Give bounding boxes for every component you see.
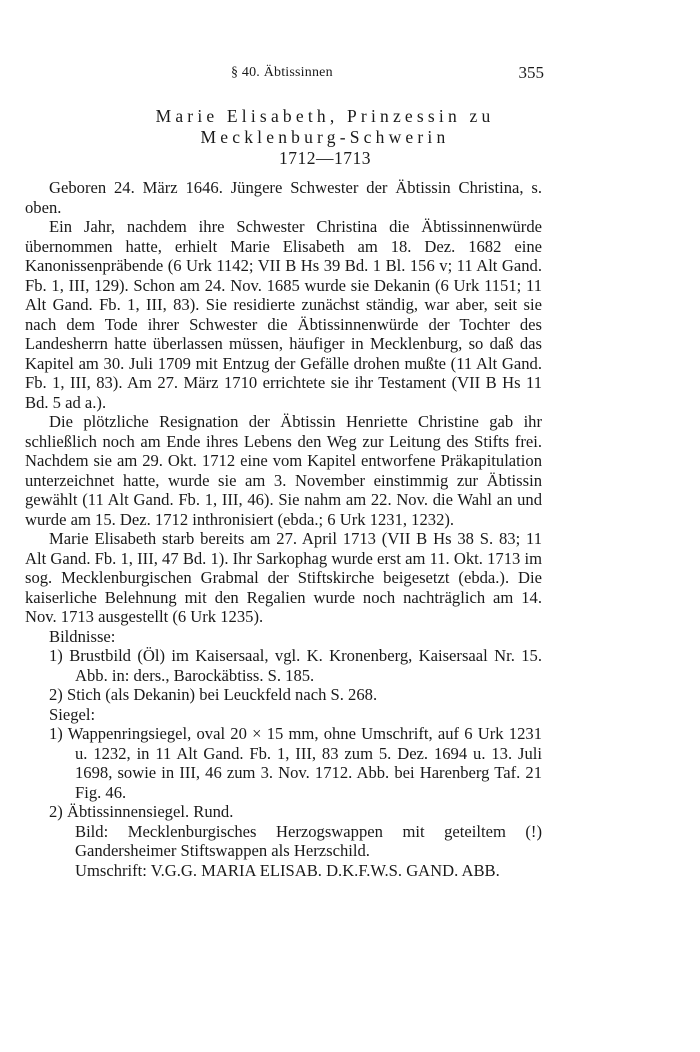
paragraph-birth: Geboren 24. März 1646. Jüngere Schwester der Äbtissin Christina, s. oben. bbox=[25, 178, 542, 217]
bildnisse-item: 1) Brustbild (Öl) im Kaisersaal, vgl. K. Kronenberg, Kaisersaal Nr. 15. Abb. in: ders., Barockäbtiss. S. 185. bbox=[49, 646, 542, 685]
heading-house-line: Mecklenburg-Schwerin bbox=[200, 127, 450, 147]
paragraph-career: Ein Jahr, nachdem ihre Schwester Christina die Äbtissinnenwürde übernommen hatte, erhielt Marie Elisabeth am 18. Dez. 1682 eine Kanonissenpräbende (6 Urk 1142; VII B Hs 39 Bd. 1 Bl. 156 v; 11 Alt Gand. Fb. 1, III, 129). Schon am 24. Nov. 1685 wurde sie Dekanin (6 Urk 1151; 11 Alt Gand. Fb. 1, III, 83). Sie residierte zunächst ständig, war aber, seit sie nach dem Tode ihrer Schwester die Äbtissinnenwürde der Tochter des Landesherrn hatte überlassen müssen, häufiger in Mecklenburg, so daß das Kapitel am 30. Juli 1709 mit Entzug der Gefälle drohen mußte (11 Alt Gand. Fb. 1, III, 83). Am 27. März 1710 errichtete sie ihr Testament (VII B Hs 11 Bd. 5 ad a.). bbox=[25, 217, 542, 412]
siegel-bild: Bild: Mecklenburgisches Herzogswappen mit geteiltem (!) Gandersheimer Stiftswappen als Herzschild. bbox=[75, 821, 542, 860]
bildnisse-label: Bildnisse: bbox=[49, 626, 116, 646]
bildnisse-item: 2) Stich (als Dekanin) bei Leuckfeld nach S. 268. bbox=[49, 685, 378, 704]
running-head bbox=[0, 65, 700, 87]
siegel-item: 1) Wappenringsiegel, oval 20 × 15 mm, ohne Umschrift, auf 6 Urk 1231 u. 1232, in 11 Alt Gand. Fb. 1, III, 83 zum 5. Dez. 1694 u. 13. Juli 1698, sowie in III, 46 zum 3. Nov. 1712. Abb. bei Harenberg Taf. 21 Fig. 46. bbox=[49, 724, 542, 802]
running-head-title: § 40. Äbtissinnen bbox=[231, 65, 333, 80]
siegel-umschrift: Umschrift: V.G.G. MARIA ELISAB. D.K.F.W.S. GAND. ABB. bbox=[75, 860, 500, 880]
heading-name-line: Marie Elisabeth, Prinzessin zu bbox=[155, 106, 495, 126]
paragraph-death: Marie Elisabeth starb bereits am 27. April 1713 (VII B Hs 38 S. 83; 11 Alt Gand. Fb. 1, III, 47 Bd. 1). Ihr Sarkophag wurde erst am 11. Okt. 1713 im sog. Mecklenburgischen Grabmal der Stiftskirche beigesetzt (ebda.). Die kaiserliche Belehnung mit den Regalien wurde noch nachträglich am 14. Nov. 1713 ausgestellt (6 Urk 1235). bbox=[25, 529, 542, 626]
siegel-item: 2) Äbtissinnensiegel. Rund. bbox=[49, 802, 234, 821]
paragraph-election: Die plötzliche Resignation der Äbtissin Henriette Christine gab ihr schließlich noch am Ende ihres Lebens den Weg zur Leitung des Stifts frei. Nachdem sie am 29. Okt. 1712 eine vom Kapitel entworfene Präkapitulation unterzeichnet hatte, wurde sie am 3. November einstimmig zur Äbtissin gewählt (11 Alt Gand. Fb. 1, III, 46). Sie nahm am 22. Nov. die Wahl an und wurde am 15. Dez. 1712 inthronisiert (ebda.; 6 Urk 1231, 1232). bbox=[25, 412, 542, 529]
page-number: 355 bbox=[518, 63, 544, 82]
heading-years: 1712—1713 bbox=[279, 148, 371, 168]
siegel-label: Siegel: bbox=[49, 704, 96, 724]
body-text bbox=[25, 178, 542, 880]
section-heading bbox=[0, 106, 650, 169]
